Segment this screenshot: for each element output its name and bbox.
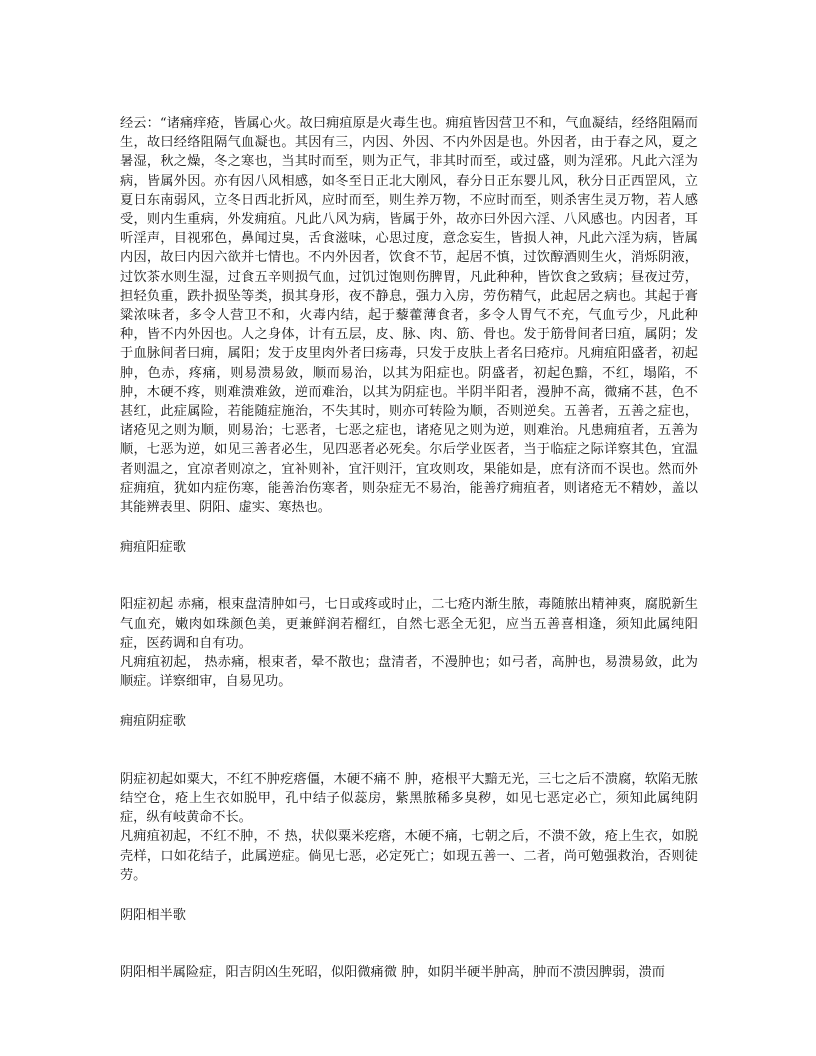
spacer [120,885,698,906]
commentary-yin: 凡痈疽初起，不红不肿，不 热，状似粟米疙瘩，木硬不痛，七朝之后，不溃不敛，疮上生衣，如脱壳样，口如花结子，此属逆症。倘见七恶，必定死亡；如现五善一、二者，尚可勉强救治，否则徒劳。 [120,829,698,883]
section-heading-yin: 痈疽阴症歌 [120,714,186,730]
spacer [120,925,698,963]
spacer [120,691,698,712]
section-heading-yang: 痈疽阳症歌 [120,540,186,556]
commentary-yang: 凡痈疽初起， 热赤痛，根束者，晕不散也；盘清者，不漫肿也；如弓者，高肿也，易溃易敛，此为顺症。详察细审，自易见功。 [120,655,698,690]
intro-paragraph: 经云：“诸痛痒疮，皆属心火。故曰痈疽原是火毒生也。痈疽皆因营卫不和，气血凝结，经络阻隔而生，故曰经络阻隔气血凝也。其因有三，内因、外因、不内外因是也。外因者，由于春之风，夏之暑湿，秋之燥，冬之寒也，当其时而至，则为正气，非其时而至，或过盛，则为淫邪。凡此六淫为病，皆属外因。亦有因八风相感，如冬至日正北大刚风，春分日正东婴儿风，秋分日正西罡风，立夏日东南弱风，立冬日西北折风，应时而至，则生养万物，不应时而至，则杀害生灵万物，若人感受，则内生重病，外发痈疽。凡此八风为病，皆属于外，故亦曰外因六淫、八风感也。内因者，耳听淫声，目视邪色，鼻闻过臭，舌食滋味，心思过度，意念妄生，皆损人神，凡此六淫为病，皆属内因，故曰内因六欲并七情也。不内外因者，饮食不节，起居不慎，过饮醇酒则生火，消烁阴液，过饮茶水则生湿，过食五辛则损气血，过饥过饱则伤脾胃，凡此种种，皆饮食之致病；昼夜过劳，担轻负重，跌扑损坠等类，损其身形，夜不静息，强力入房，劳伤精气，此起居之病也。其起于膏粱浓味者，多令人营卫不和，火毒内结，起于藜藿薄食者，多令人胃气不充，气血亏少，凡此种种，皆不内外因也。人之身体，计有五层，皮、脉、肉、筋、骨也。发于筋骨间者曰疽，属阴；发于血脉间者曰痈，属阳；发于皮里肉外者曰疡毒，只发于皮肤上者名曰疮疖。凡痈疽阳盛者，初起 肿，色赤，疼痛，则易溃易敛，顺而易治，以其为阳症也。阴盛者，初起色黯，不红，塌陷，不肿，木硬不疼，则难溃难敛，逆而难治，以其为阴症也。半阴半阳者，漫肿不高，微痛不甚，色不甚红，此症属险，若能随症施治，不失其时，则亦可转险为顺，否则逆矣。五善者，五善之症也，诸疮见之则为顺，则易治；七恶者，七恶之症也，诸疮见之则为逆，则难治。凡患痈疽者，五善为顺，七恶为逆，如见三善者必生，见四恶者必死矣。尔后学业医者，当于临症之际详察其色，宜温者则温之，宜凉者则凉之，宜补则补，宜汗则汗，宜攻则攻，果能如是，庶有济而不误也。然而外症痈疽，犹如内症伤寒，能善治伤寒者，则杂症无不易治，能善疗痈疽者，则诸疮无不精妙，盖以其能辨表里、阴阳、虚实、寒热也。 [120,116,698,516]
spacer [120,557,698,595]
verse-yin: 阴症初起如粟大，不红不肿疙瘩僵，木硬不痛不 肿，疮根平大黯无光，三七之后不溃腐，软陷无脓结空仓，疮上生衣如脱甲，孔中结子似蕊房，紫黑脓稀多臭秽，如见七恶定必亡，须知此属纯阴症，纵有岐黄命不长。 [120,771,698,826]
verse-yang: 阳症初起 赤痛，根束盘清肿如弓，七日或疼或时止，二七疮内渐生脓，毒随脓出精神爽，腐脱新生气血充，嫩肉如珠颜色美，更兼鲜润若榴红，自然七恶全无犯，应当五善喜相逢，须知此属纯阳症，医药调和自有功。 [120,597,698,651]
spacer [120,517,698,538]
spacer [120,732,698,770]
document-page [120,114,698,982]
section-heading-half: 阴阳相半歌 [120,907,186,923]
verse-half: 阴阳相半属险症，阳吉阴凶生死昭，似阳微痛微 肿，如阴半硬半肿高，肿而不溃因脾弱，溃而 [120,965,665,981]
